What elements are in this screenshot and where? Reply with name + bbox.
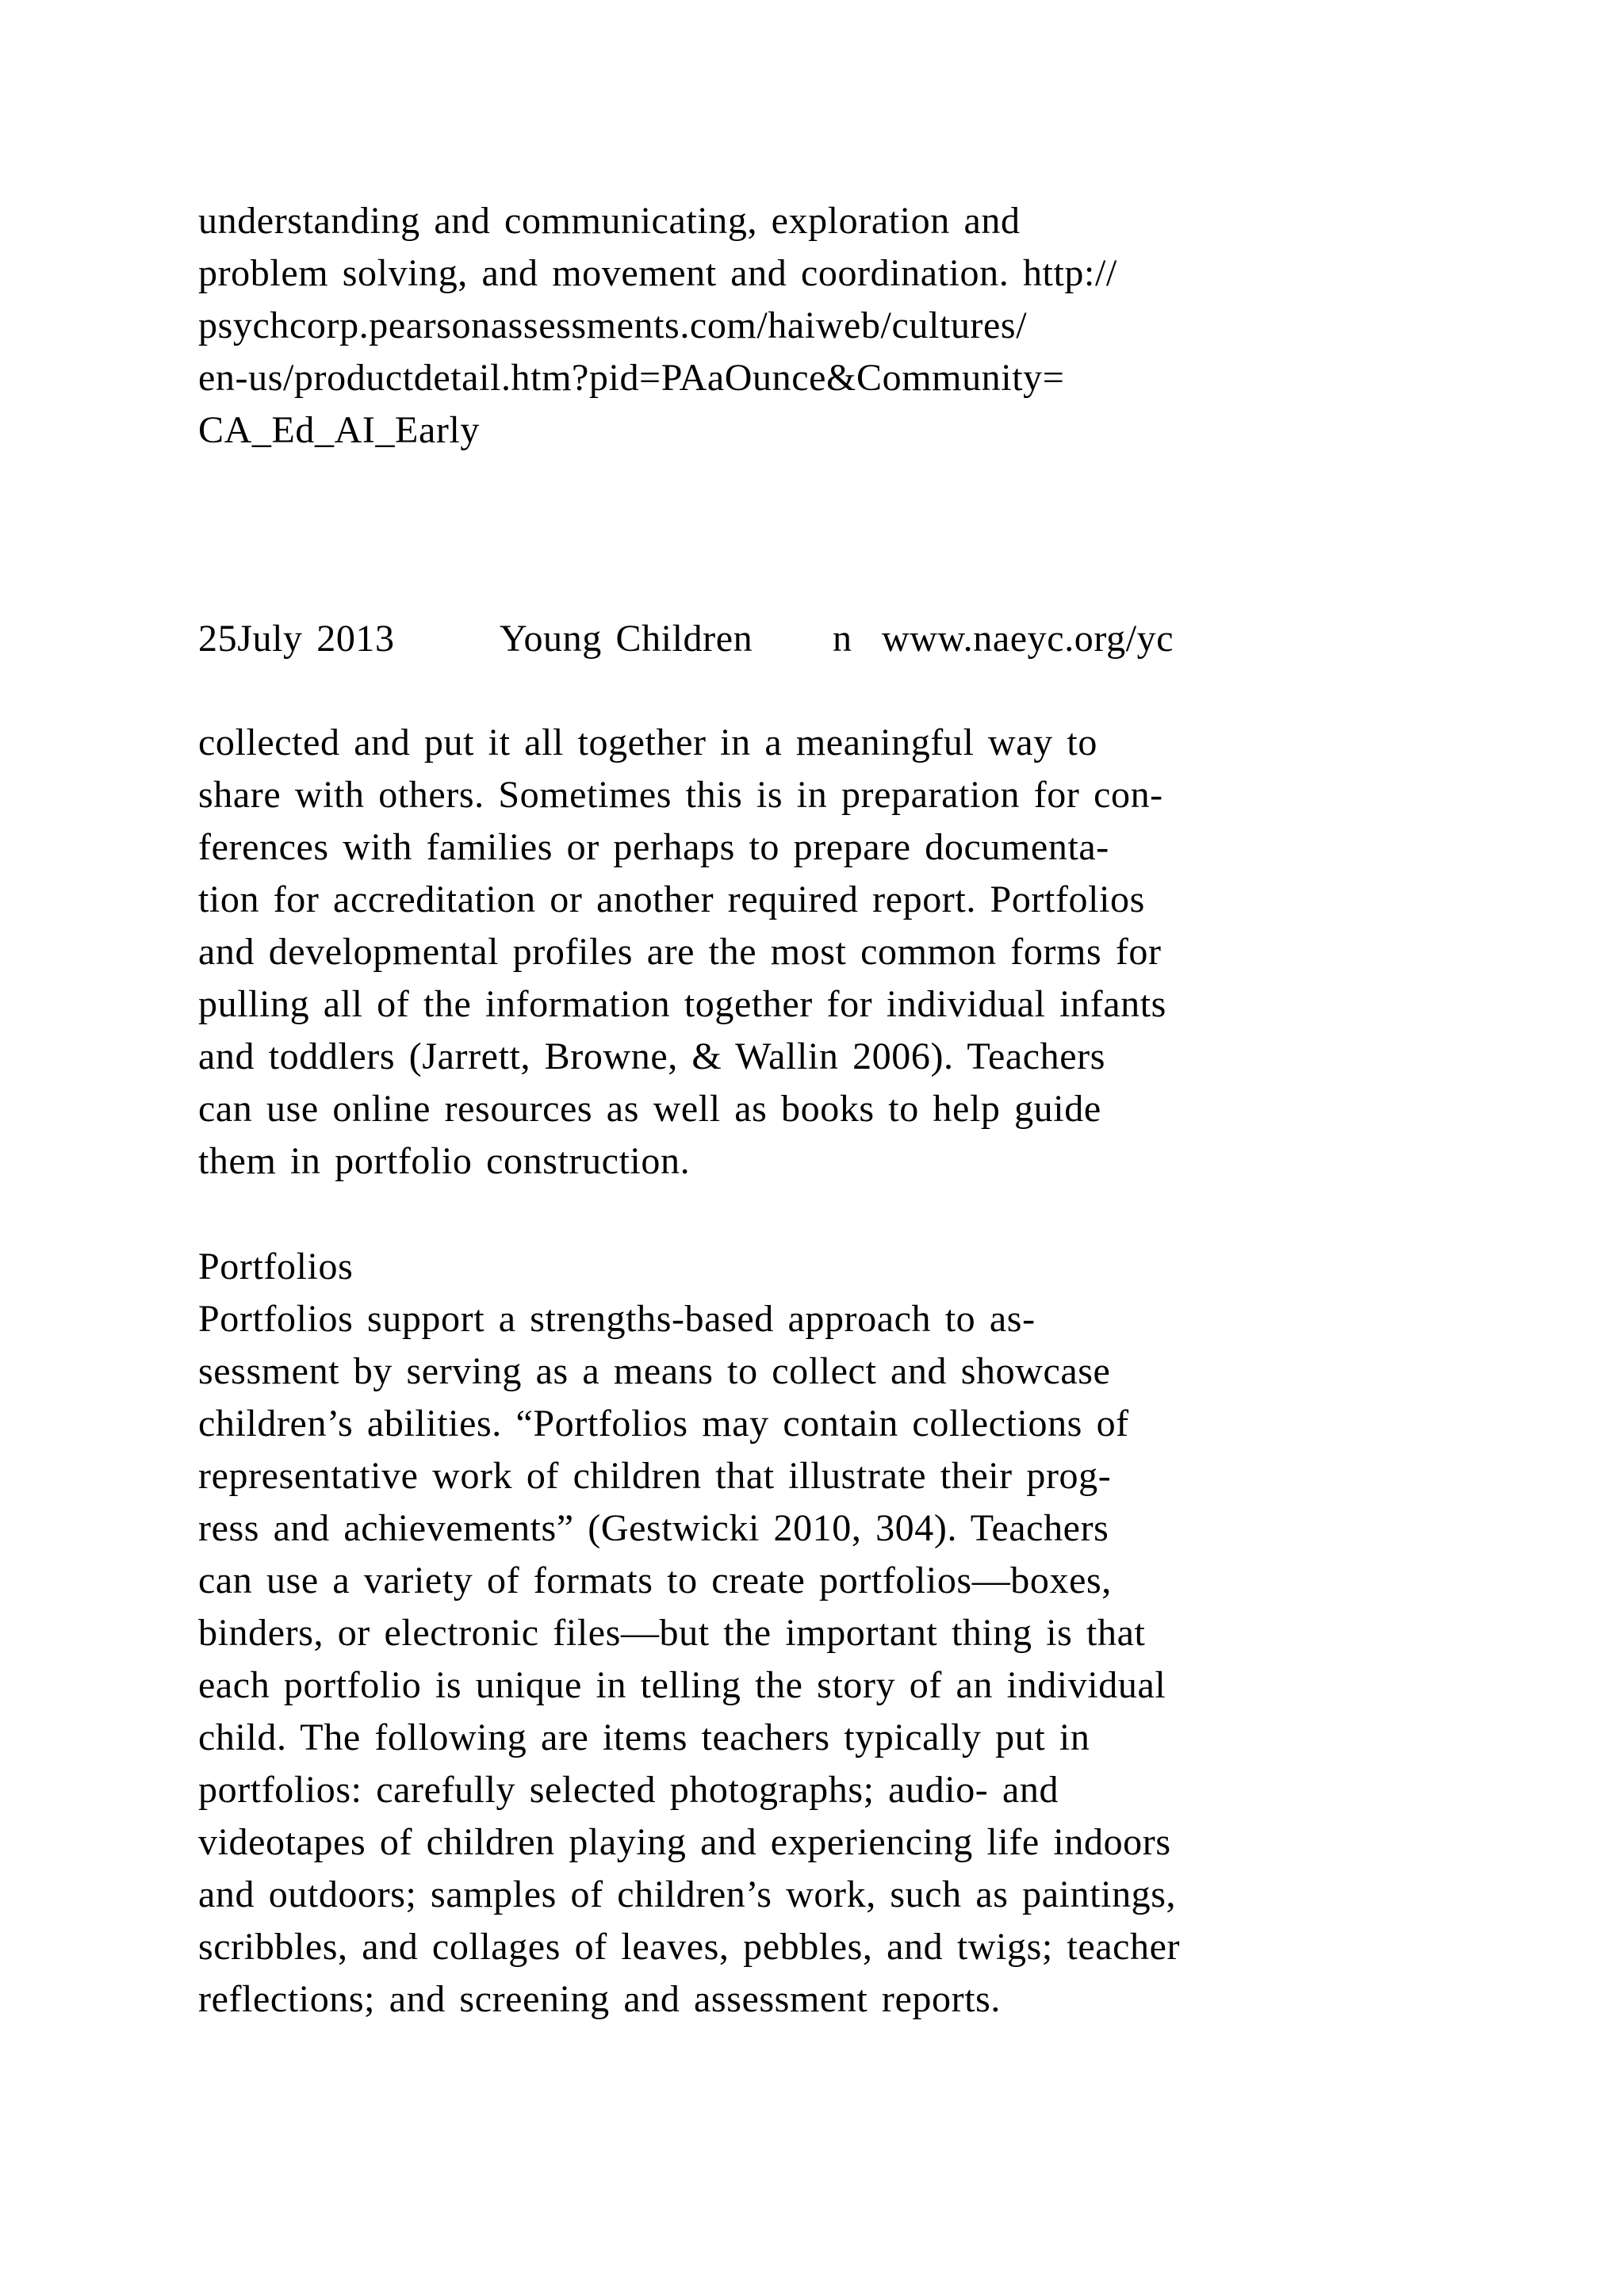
text-line: representative work of children that illustrate their prog- [198, 1455, 1112, 1497]
text-line: Portfolios support a strengths-based approach to as- [198, 1298, 1036, 1340]
text-line: and developmental profiles are the most common forms for [198, 931, 1162, 973]
text-line: and toddlers (Jarrett, Browne, & Wallin 2006). Teachers [198, 1035, 1106, 1077]
text-line: collected and put it all together in a meaningful way to [198, 721, 1097, 763]
running-head-publication: Young Children [500, 618, 753, 660]
section-heading-text: Portfolios [198, 1246, 354, 1288]
text-line: en-us/productdetail.htm?pid=PAaOunce&Community= [198, 357, 1065, 399]
running-head [198, 613, 1435, 665]
text-line: tion for accreditation or another required report. Portfolios [198, 878, 1145, 920]
text-line: understanding and communicating, exploration and [198, 200, 1021, 242]
text-line: CA_Ed_AI_Early [198, 409, 480, 451]
text-line: pulling all of the information together for individual infants [198, 983, 1166, 1025]
text-line: and outdoors; samples of children’s work, such as paintings, [198, 1873, 1177, 1915]
running-head-url: www.naeyc.org/yc [882, 618, 1174, 660]
text-line: ferences with families or perhaps to prepare documenta- [198, 826, 1109, 868]
paragraph-2 [198, 1293, 1435, 2026]
section-heading [198, 1241, 1435, 1293]
text-line: sessment by serving as a means to collect and showcase [198, 1350, 1111, 1392]
text-line: videotapes of children playing and experiencing life indoors [198, 1821, 1171, 1863]
text-line: ress and achievements” (Gestwicki 2010, 304). Teachers [198, 1507, 1109, 1549]
text-line: each portfolio is unique in telling the story of an individual [198, 1664, 1166, 1706]
running-head-date: 25July 2013 [198, 618, 395, 660]
text-line: binders, or electronic files—but the important thing is that [198, 1612, 1146, 1654]
top-paragraph [198, 195, 1435, 457]
text-line: problem solving, and movement and coordination. http:// [198, 252, 1117, 294]
text-line: portfolios: carefully selected photographs; audio- and [198, 1769, 1059, 1811]
text-line: scribbles, and collages of leaves, pebbles, and twigs; teacher [198, 1926, 1181, 1968]
text-line: them in portfolio construction. [198, 1140, 691, 1182]
text-line: reflections; and screening and assessment reports. [198, 1978, 1002, 2020]
text-line: psychcorp.pearsonassessments.com/haiweb/cultures/ [198, 304, 1028, 346]
text-line: children’s abilities. “Portfolios may contain collections of [198, 1402, 1129, 1445]
text-line: can use a variety of formats to create portfolios—boxes, [198, 1559, 1112, 1601]
text-line: share with others. Sometimes this is in preparation for con- [198, 774, 1163, 816]
running-head-separator: n [833, 618, 852, 660]
text-line: can use online resources as well as books to help guide [198, 1088, 1101, 1130]
paragraph-1 [198, 717, 1435, 1188]
text-line: child. The following are items teachers typically put in [198, 1716, 1090, 1758]
